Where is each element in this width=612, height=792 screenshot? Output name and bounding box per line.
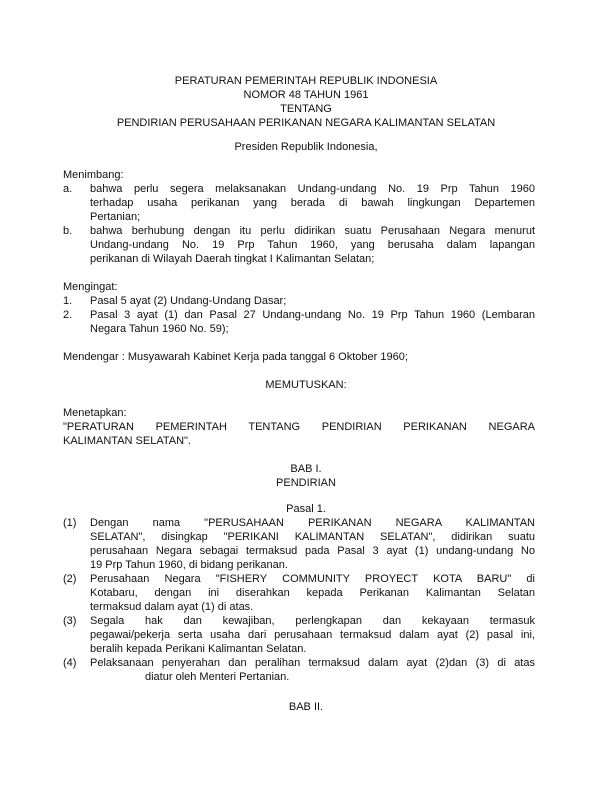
list-item-label: 2. (63, 309, 73, 321)
list-item-body (90, 182, 535, 224)
list-item-body (90, 614, 535, 656)
section-menimbang (63, 168, 535, 266)
list-item (63, 182, 535, 224)
section-menetapkan (63, 406, 535, 448)
text-line: perusahaan Negara sebagai termaksud pada Pasal 3 ayat (1) undang-undang No (90, 545, 535, 557)
text-line: Segala hak dan kewajiban, perlengkapan dan kekayaan termasuk (90, 615, 535, 627)
list-item (63, 614, 535, 656)
text-line: bahwa perlu segera melaksanakan Undang-undang No. 19 Prp Tahun 1960 (90, 183, 535, 195)
text-line: Undang-undang No. 19 Prp Tahun 1960, yang berusaha dalam lapangan (90, 239, 535, 251)
document-title (0, 74, 612, 130)
text-line: beralih kepada Perikani Kalimantan Selatan. (90, 643, 307, 655)
title-line: TENTANG (280, 103, 332, 115)
text-line: termaksud dalam ayat (1) di atas. (90, 601, 254, 613)
text-line: Pasal 5 ayat (2) Undang-Undang Dasar; (90, 295, 287, 307)
mengingat-heading: Mengingat: (63, 281, 118, 293)
text-line: Kotabaru, dengan ini diserahkan kepada Perikanan Kalimantan Selatan (90, 587, 535, 599)
text-line: bahwa berhubung dengan itu perlu didirikan suatu Perusahaan Negara menurut (90, 225, 535, 237)
text-line: Pasal 3 ayat (1) dan Pasal 27 Undang-undang No. 19 Prp Tahun 1960 (Lembaran (90, 309, 535, 321)
list-item-label: (4) (63, 657, 77, 669)
menetapkan-heading: Menetapkan: (63, 407, 127, 419)
text-line: terhadap usaha perikanan yang berada di bawah lingkungan Departemen (90, 197, 535, 209)
list-item-label: (1) (63, 517, 77, 529)
text-line: pegawai/pekerja serta usaha dari perusahaan termaksud dalam ayat (2) pasal ini, (90, 629, 535, 641)
salutation: Presiden Republik Indonesia, (234, 141, 378, 153)
list-item (63, 516, 535, 572)
text-line: 19 Prp Tahun 1960, di bidang perikanan. (90, 559, 288, 571)
bab1-heading-block (0, 462, 612, 490)
text-line: Negara Tahun 1960 No. 59); (90, 323, 229, 335)
list-item-body (90, 224, 535, 266)
text-line: Perusahaan Negara "FISHERY COMMUNITY PROYECT KOTA BARU" di (90, 573, 535, 585)
list-item-label: (3) (63, 615, 77, 627)
bab2-heading: BAB II. (288, 701, 324, 713)
list-item-label: (2) (63, 573, 77, 585)
text-line: "PERATURAN PEMERINTAH TENTANG PENDIRIAN PERIKANAN NEGARA (63, 421, 535, 433)
list-item (63, 294, 535, 308)
bab1-subheading: PENDIRIAN (276, 477, 336, 489)
title-line: NOMOR 48 TAHUN 1961 (243, 89, 369, 101)
text-line: Pelaksanaan penyerahan dan peralihan termaksud dalam ayat (2)dan (3) di atas (90, 657, 535, 669)
text-line: Dengan nama "PERUSAHAAN PERIKANAN NEGARA KALIMANTAN (90, 517, 535, 529)
text-line: KALIMANTAN SELATAN". (63, 435, 191, 447)
list-item-body (90, 294, 535, 308)
list-item-body (90, 572, 535, 614)
text-line: diatur oleh Menteri Pertanian. (145, 671, 290, 683)
text-line: Pertanian; (90, 211, 141, 223)
list-item-body (90, 656, 535, 684)
section-mengingat (63, 280, 535, 336)
list-item (63, 224, 535, 266)
title-line: PENDIRIAN PERUSAHAAN PERIKANAN NEGARA KALIMANTAN SELATAN (116, 117, 496, 129)
list-item-label: a. (63, 183, 73, 195)
pasal1-body (63, 516, 535, 684)
list-item (63, 308, 535, 336)
list-item-label: 1. (63, 295, 73, 307)
list-item-label: b. (63, 225, 73, 237)
list-item (63, 572, 535, 614)
bab1-heading: BAB I. (290, 463, 322, 475)
title-line: PERATURAN PEMERINTAH REPUBLIK INDONESIA (174, 75, 438, 87)
list-item (63, 656, 535, 684)
menimbang-heading: Menimbang: (63, 169, 124, 181)
memutuskan-heading: MEMUTUSKAN: (265, 379, 347, 391)
pasal1-heading: Pasal 1. (286, 503, 326, 515)
list-item-body (90, 308, 535, 336)
text-line: SELATAN", disingkap "PERIKANI KALIMANTAN SELATAN", didirikan suatu (90, 531, 535, 543)
text-line: perikanan di Wilayah Daerah tingkat I Kalimantan Selatan; (90, 253, 375, 265)
mendengar-line: Mendengar : Musyawarah Kabinet Kerja pada tanggal 6 Oktober 1960; (63, 351, 408, 363)
list-item-body (90, 516, 535, 572)
